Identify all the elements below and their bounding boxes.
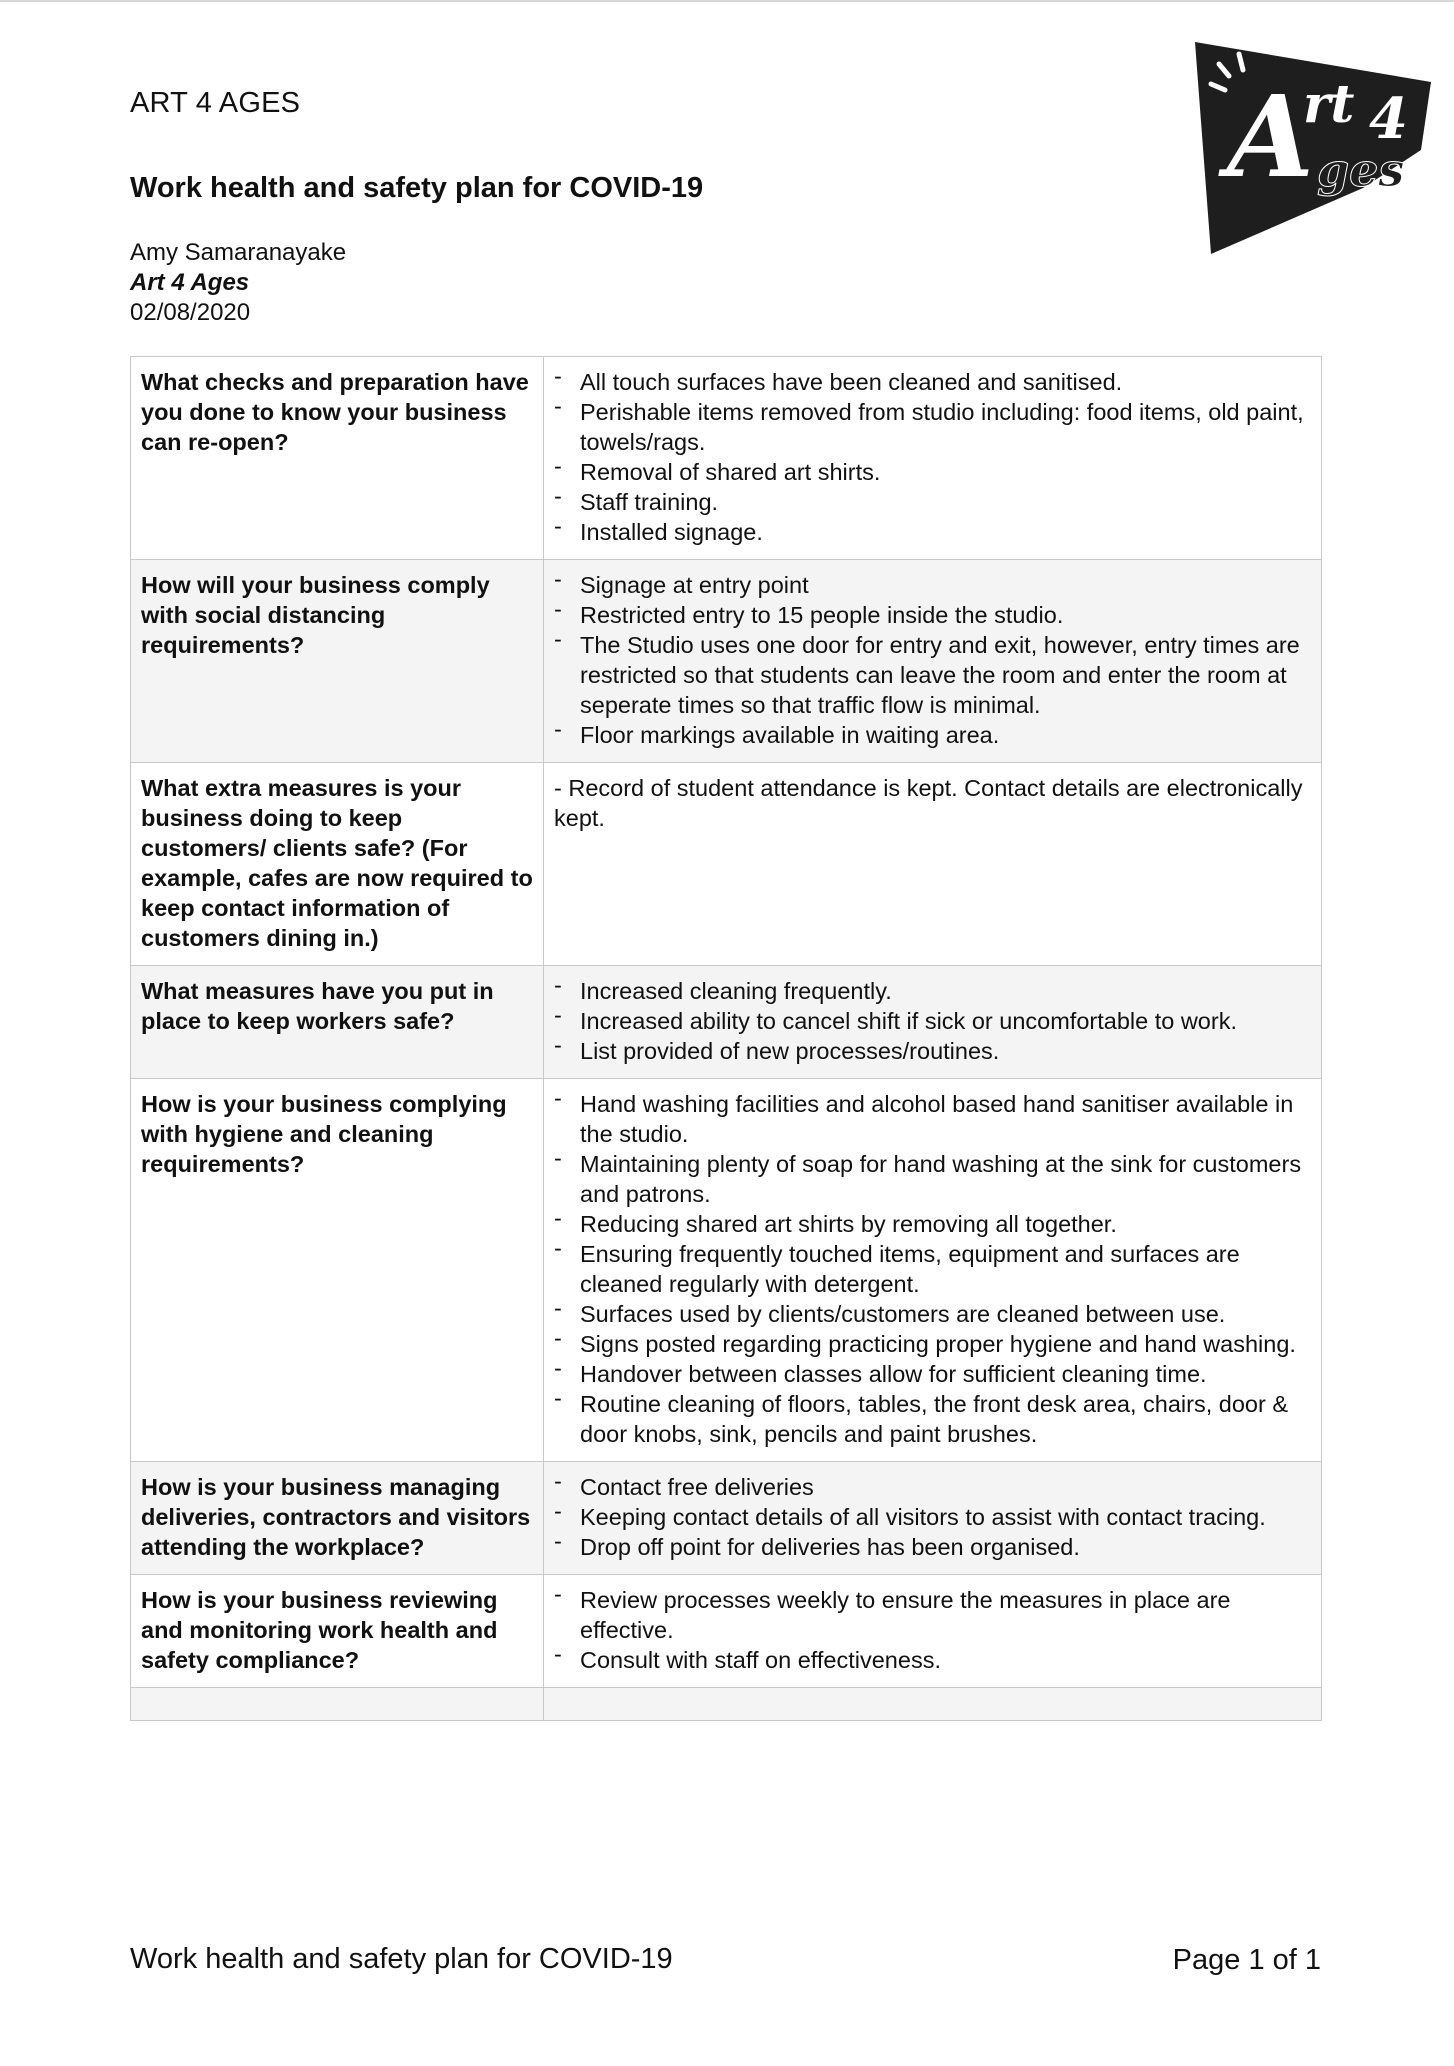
answer-list-item [554, 1325, 1313, 1359]
answer-text: All touch surfaces have been cleaned and sanitised. [580, 369, 1123, 395]
answer-list [554, 1581, 1313, 1675]
answer-text: Increased cleaning frequently. [580, 978, 892, 1004]
answer-list-item [554, 1385, 1313, 1449]
dash-bullet-icon: - [554, 1325, 562, 1351]
answer-list-item [554, 1498, 1313, 1532]
empty-cell [131, 1688, 544, 1721]
empty-cell [544, 1688, 1322, 1721]
table-row [131, 1079, 1322, 1462]
dash-bullet-icon: - [554, 1085, 562, 1111]
plan-table-body [131, 357, 1322, 1721]
answer-text: Floor markings available in waiting area. [580, 722, 1000, 748]
dash-bullet-icon: - [554, 1468, 562, 1494]
answer-text: Routine cleaning of floors, tables, the front desk area, chairs, door & door knobs, sink, pencils and paint brushes. [580, 1391, 1289, 1447]
answer-text: Surfaces used by clients/customers are cleaned between use. [580, 1301, 1226, 1327]
business-name: Art 4 Ages [130, 269, 250, 296]
dash-bullet-icon: - [554, 972, 562, 998]
question-cell: How will your business comply with social distancing requirements? [131, 560, 544, 763]
document-meta [130, 238, 346, 328]
dash-bullet-icon: - [554, 1235, 562, 1261]
answer-list-item [554, 1032, 1313, 1066]
answer-text: Contact free deliveries [580, 1474, 814, 1500]
covid-safety-plan-table [130, 356, 1322, 1721]
dash-bullet-icon: - [554, 716, 562, 742]
dash-bullet-icon: - [554, 1355, 562, 1381]
answer-list-item [554, 1468, 1313, 1502]
answer-text: Removal of shared art shirts. [580, 459, 881, 485]
table-row [131, 560, 1322, 763]
table-row [131, 966, 1322, 1079]
document-title: Work health and safety plan for COVID-19 [130, 172, 704, 204]
question-cell: What checks and preparation have you done to know your business can re-open? [131, 357, 544, 560]
answer-list-item [554, 513, 1313, 547]
answer-list-item [554, 1355, 1313, 1389]
dash-bullet-icon: - [554, 363, 562, 389]
answer-cell [544, 1462, 1322, 1575]
answer-list-item [554, 1145, 1313, 1209]
answer-list-item [554, 972, 1313, 1006]
answer-list-item [554, 1295, 1313, 1329]
answer-list [554, 566, 1313, 750]
answer-text: The Studio uses one door for entry and exit, however, entry times are restricted so that students can leave the room and enter the room at seperate times so that traffic flow is minimal. [580, 632, 1300, 718]
answer-list-item [554, 1528, 1313, 1562]
answer-text: Review processes weekly to ensure the measures in place are effective. [580, 1587, 1231, 1643]
answer-list-item [554, 566, 1313, 600]
answer-text: Drop off point for deliveries has been organised. [580, 1534, 1080, 1560]
answer-text: Installed signage. [580, 519, 763, 545]
answer-text: Consult with staff on effectiveness. [580, 1647, 941, 1673]
dash-bullet-icon: - [554, 596, 562, 622]
page-number: Page 1 of 1 [1172, 1944, 1321, 1976]
author-name: Amy Samaranayake [130, 239, 347, 266]
answer-text: Maintaining plenty of soap for hand washing at the sink for customers and patrons. [580, 1151, 1302, 1207]
dash-bullet-icon: - [554, 1032, 562, 1058]
art-4-ages-logo [1185, 38, 1435, 258]
dash-bullet-icon: - [554, 1641, 562, 1667]
dash-bullet-icon: - [554, 626, 562, 652]
answer-list [554, 1085, 1313, 1449]
dash-bullet-icon: - [554, 1528, 562, 1554]
answer-list-item [554, 393, 1313, 457]
answer-cell [544, 966, 1322, 1079]
dash-bullet-icon: - [554, 1581, 562, 1607]
dash-bullet-icon: - [554, 1295, 562, 1321]
answer-cell [544, 357, 1322, 560]
answer-list-item [554, 1002, 1313, 1036]
answer-text: Reducing shared art shirts by removing all together. [580, 1211, 1117, 1237]
answer-list [554, 363, 1313, 547]
dash-bullet-icon: - [554, 393, 562, 419]
table-row [131, 357, 1322, 560]
answer-text: Handover between classes allow for sufficient cleaning time. [580, 1361, 1207, 1387]
answer-text: Ensuring frequently touched items, equipment and surfaces are cleaned regularly with detergent. [580, 1241, 1240, 1297]
logo-text-4: 4 [1369, 86, 1408, 152]
dash-bullet-icon: - [554, 1205, 562, 1231]
answer-list-item [554, 626, 1313, 720]
answer-list-item [554, 1581, 1313, 1645]
question-cell: What extra measures is your business doing to keep customers/ clients safe? (For example, cafes are now required to keep contact information of customers dining in.) [131, 763, 544, 966]
empty-table-row [131, 1688, 1322, 1721]
answer-list-item [554, 716, 1313, 750]
dash-bullet-icon: - [554, 453, 562, 479]
answer-text: Hand washing facilities and alcohol based hand sanitiser available in the studio. [580, 1091, 1294, 1147]
answer-text: List provided of new processes/routines. [580, 1038, 1000, 1064]
table-row [131, 763, 1322, 966]
logo-text-ges: ges [1317, 143, 1405, 197]
answer-text: Signs posted regarding practicing proper hygiene and hand washing. [580, 1331, 1296, 1357]
answer-list [554, 1468, 1313, 1562]
dash-bullet-icon: - [554, 1002, 562, 1028]
dash-bullet-icon: - [554, 1145, 562, 1171]
answer-list-item [554, 363, 1313, 397]
answer-cell [544, 560, 1322, 763]
answer-text: Keeping contact details of all visitors to assist with contact tracing. [580, 1504, 1266, 1530]
answer-list-item [554, 483, 1313, 517]
answer-cell [544, 1575, 1322, 1688]
answer-text: Perishable items removed from studio including: food items, old paint, towels/rags. [580, 399, 1304, 455]
table-row [131, 1462, 1322, 1575]
answer-list [554, 972, 1313, 1066]
table-row [131, 1575, 1322, 1688]
answer-cell [544, 1079, 1322, 1462]
footer-title: Work health and safety plan for COVID-19 [130, 1943, 673, 1975]
answer-list-item [554, 1641, 1313, 1675]
logo-text-rt: rt [1303, 74, 1355, 135]
document-date: 02/08/2020 [130, 299, 251, 326]
answer-list-item [554, 596, 1313, 630]
dash-bullet-icon: - [554, 1498, 562, 1524]
answer-text: Staff training. [580, 489, 719, 515]
answer-text: Increased ability to cancel shift if sick or uncomfortable to work. [580, 1008, 1237, 1034]
answer-list-item [554, 1235, 1313, 1299]
dash-bullet-icon: - [554, 483, 562, 509]
question-cell: How is your business reviewing and monitoring work health and safety compliance? [131, 1575, 544, 1688]
question-cell: What measures have you put in place to keep workers safe? [131, 966, 544, 1079]
answer-text: Restricted entry to 15 people inside the studio. [580, 602, 1064, 628]
answer-cell: - Record of student attendance is kept. Contact details are electronically kept. [544, 763, 1322, 966]
dash-bullet-icon: - [554, 513, 562, 539]
page-top-rule [0, 0, 1454, 2]
logo-letter-a: A [1227, 72, 1314, 203]
question-cell: How is your business managing deliveries, contractors and visitors attending the workplace? [131, 1462, 544, 1575]
dash-bullet-icon: - [554, 566, 562, 592]
question-cell: How is your business complying with hygiene and cleaning requirements? [131, 1079, 544, 1462]
answer-list-item [554, 453, 1313, 487]
dash-bullet-icon: - [554, 1385, 562, 1411]
answer-text: Signage at entry point [580, 572, 809, 598]
answer-list-item [554, 1205, 1313, 1239]
answer-list-item [554, 1085, 1313, 1149]
organisation-header: ART 4 AGES [130, 87, 301, 119]
